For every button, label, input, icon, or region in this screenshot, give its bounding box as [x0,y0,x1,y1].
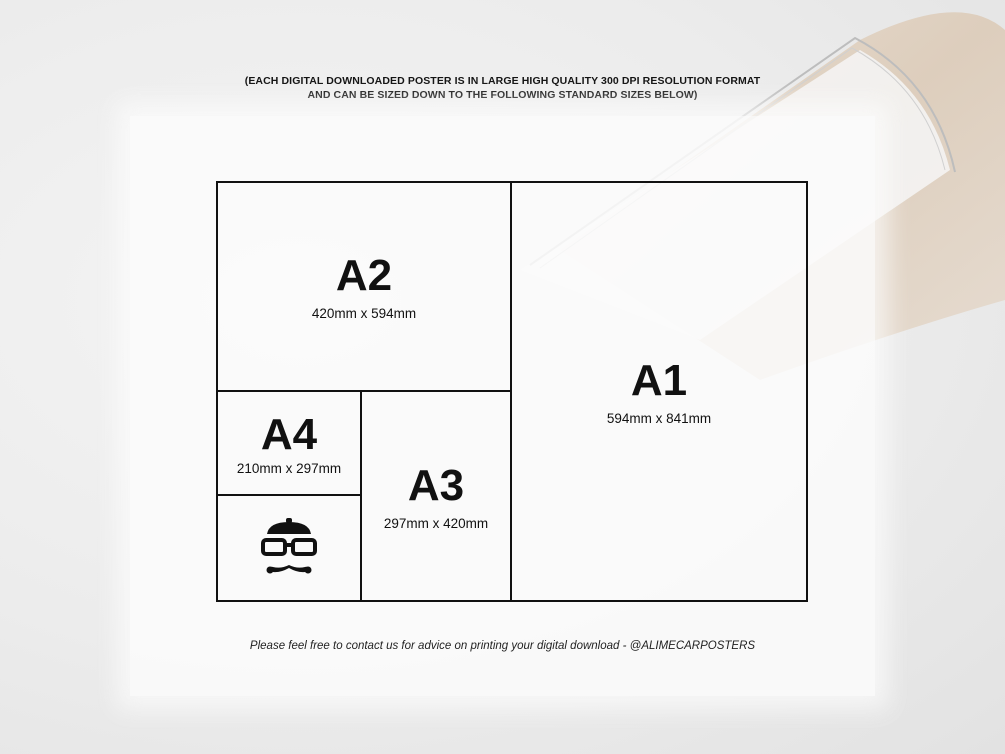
resolution-notice-line-1: (EACH DIGITAL DOWNLOADED POSTER IS IN LARGE HIGH QUALITY 300 DPI RESOLUTION FORMAT [244,75,761,87]
size-a4-label: A4 [260,409,318,459]
size-a4 [216,390,362,496]
size-a2-label: A2 [335,251,393,300]
resolution-notice [0,74,1005,102]
paper-size-chart [216,181,808,602]
size-a1 [510,181,808,602]
size-a4-dimensions: 210mm x 297mm [236,460,342,476]
beret-glasses-mustache-logo-icon [261,517,317,579]
logo-cell [216,494,362,602]
size-a2-dimensions: 420mm x 594mm [311,306,417,321]
resolution-notice-line-2: AND CAN BE SIZED DOWN TO THE FOLLOWING STANDARD SIZES BELOW) [307,89,698,101]
size-a3-dimensions: 297mm x 420mm [383,515,489,531]
size-a3-label: A3 [407,460,465,510]
size-a1-dimensions: 594mm x 841mm [606,411,712,426]
contact-note: Please feel free to contact us for advice on printing your digital download - @ALIMECARPOSTERS [249,640,756,652]
size-a1-label: A1 [630,356,688,405]
size-a3 [360,390,512,602]
size-a2 [216,181,512,392]
